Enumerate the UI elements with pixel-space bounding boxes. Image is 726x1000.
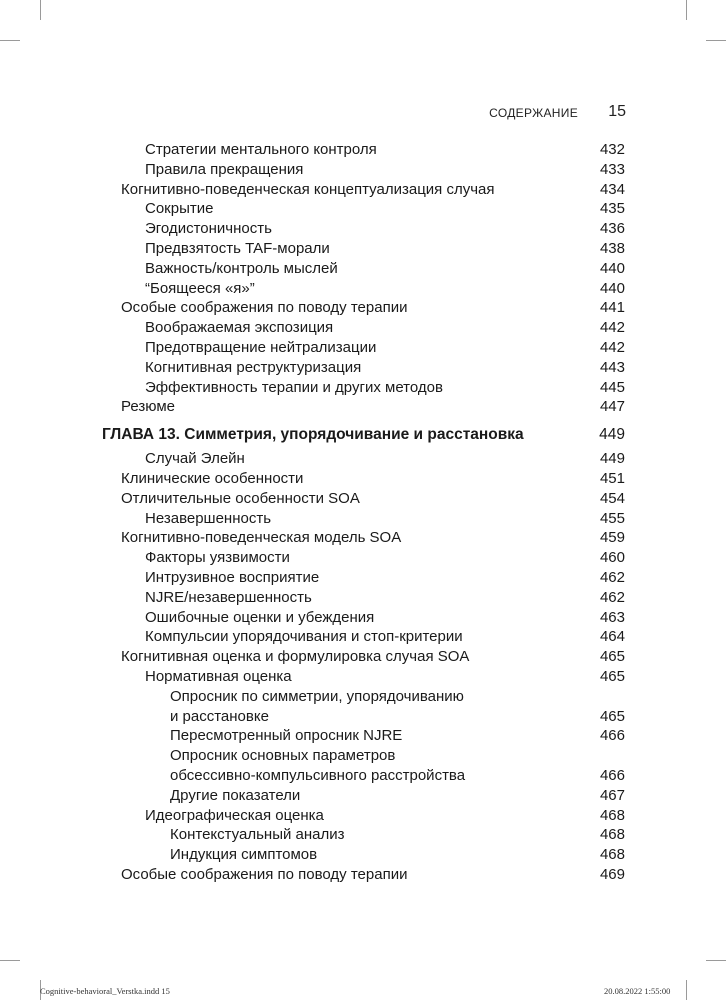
toc-entry-page: 463 [599, 608, 625, 626]
toc-entry-page: 465 [599, 648, 625, 666]
toc-entry [0, 358, 726, 378]
toc-entry [0, 865, 726, 885]
toc-entry-title: Когнитивно-поведенческая концептуализация случая [121, 180, 495, 198]
toc-entry-page: 442 [599, 338, 625, 356]
toc-entry-title: NJRE/незавершенность [145, 588, 312, 606]
footer-timestamp: 20.08.2022 1:55:00 [604, 986, 671, 996]
toc-entry-title: Особые соображения по поводу терапии [121, 299, 408, 317]
toc-entry [0, 726, 726, 746]
toc-entry [0, 279, 726, 299]
toc-entry-page: 433 [599, 160, 625, 178]
toc-entry-title: Пересмотренный опросник NJRE [170, 727, 403, 745]
toc-entry-title: Предвзятость TAF-морали [145, 239, 330, 257]
toc-entry-page: 451 [599, 469, 625, 487]
toc-entry-page: 467 [599, 786, 625, 804]
toc-entry-title: Компульсии упорядочивания и стоп-критерии [145, 628, 463, 646]
toc-entry-title: Отличительные особенности SOA [121, 489, 360, 507]
crop-mark [706, 960, 726, 961]
toc-entry [0, 627, 726, 647]
toc-entry-page: 449 [599, 426, 625, 444]
toc-entry-title: Эгодистоничность [145, 220, 272, 238]
toc-entry [0, 298, 726, 318]
toc-entry [0, 825, 726, 845]
toc-entry [0, 489, 726, 509]
crop-mark [686, 0, 687, 20]
toc-entry [0, 806, 726, 826]
table-of-contents [0, 140, 726, 885]
toc-entry [0, 259, 726, 279]
toc-entry-page: 466 [599, 766, 625, 784]
toc-entry [0, 318, 726, 338]
toc-entry [0, 180, 726, 200]
toc-entry-page: 469 [599, 865, 625, 883]
crop-mark [0, 40, 20, 41]
toc-entry-page: 443 [599, 358, 625, 376]
toc-entry [0, 588, 726, 608]
toc-entry-page: 460 [599, 549, 625, 567]
running-head-section: СОДЕРЖАНИЕ [489, 106, 578, 120]
toc-entry-page: 465 [599, 707, 625, 725]
toc-entry-title: Идеографическая оценка [145, 806, 324, 824]
toc-entry-title: Предотвращение нейтрализации [145, 338, 377, 356]
toc-entry-title: Когнитивная реструктуризация [145, 358, 362, 376]
running-head [0, 104, 726, 126]
toc-entry-title: и расстановке [170, 707, 269, 725]
toc-entry [0, 845, 726, 865]
toc-entry [0, 219, 726, 239]
toc-entry-title: Стратегии ментального контроля [145, 141, 377, 158]
toc-entry-title: Когнитивная оценка и формулировка случая SOA [121, 648, 470, 666]
toc-entry-page: 432 [599, 141, 625, 158]
toc-entry-page: 440 [599, 259, 625, 277]
toc-entry-title: Ошибочные оценки и убеждения [145, 608, 375, 626]
toc-entry-page: 464 [599, 628, 625, 646]
toc-entry-title: Нормативная оценка [145, 667, 292, 685]
toc-entry [0, 647, 726, 667]
toc-entry-page: 436 [599, 220, 625, 238]
toc-entry-title: Резюме [121, 398, 175, 416]
toc-entry [0, 608, 726, 628]
toc-entry [0, 397, 726, 417]
crop-mark [40, 0, 41, 20]
toc-entry [0, 509, 726, 529]
toc-entry [0, 338, 726, 358]
toc-entry-page: 468 [599, 806, 625, 824]
toc-entry-title: Особые соображения по поводу терапии [121, 865, 408, 883]
toc-entry-page: 454 [599, 489, 625, 507]
toc-entry-title: Индукция симптомов [170, 846, 318, 864]
toc-entry-page: 468 [599, 846, 625, 864]
toc-entry-title: Случай Элейн [145, 450, 245, 468]
toc-entry-title: Когнитивно-поведенческая модель SOA [121, 529, 402, 547]
toc-entry-page: 466 [599, 727, 625, 745]
toc-entry [0, 378, 726, 398]
toc-entry [0, 160, 726, 180]
toc-entry-title: Интрузивное восприятие [145, 568, 320, 586]
toc-entry-page: 462 [599, 588, 625, 606]
toc-entry-title: Незавершенность [145, 509, 272, 527]
toc-entry-title: Важность/контроль мыслей [145, 259, 338, 277]
toc-entry [0, 568, 726, 588]
toc-entry [0, 746, 726, 766]
page-number: 15 [608, 103, 626, 120]
toc-entry-title: ГЛАВА 13. Симметрия, упорядочивание и расстановка [102, 426, 524, 444]
toc-entry [0, 687, 726, 707]
toc-entry-page: 468 [599, 826, 625, 844]
toc-entry-title: Клинические особенности [121, 469, 304, 487]
toc-entry-page: 442 [599, 319, 625, 337]
toc-entry-page: 459 [599, 529, 625, 547]
toc-entry [0, 140, 726, 160]
toc-entry [0, 786, 726, 806]
toc-entry-page: 449 [599, 450, 625, 468]
toc-entry [0, 548, 726, 568]
toc-entry-title: Сокрытие [145, 200, 214, 218]
toc-entry [0, 528, 726, 548]
toc-entry-title: Контекстуальный анализ [170, 826, 345, 844]
toc-entry-title: Правила прекращения [145, 160, 304, 178]
crop-mark [0, 960, 20, 961]
toc-entry-title: Другие показатели [170, 786, 301, 804]
toc-entry-page: 441 [599, 299, 625, 317]
toc-entry-page: 445 [599, 378, 625, 396]
toc-entry-page: 465 [599, 667, 625, 685]
toc-entry-page: 434 [599, 180, 625, 198]
toc-entry [0, 667, 726, 687]
print-footer [0, 986, 726, 1000]
toc-entry-title: Факторы уязвимости [145, 549, 290, 567]
toc-entry-title: обсессивно-компульсивного расстройства [170, 766, 466, 784]
toc-entry-title: Опросник по симметрии, упорядочиванию [170, 687, 464, 705]
toc-entry-title: Опросник основных параметров [170, 747, 396, 765]
footer-file-name: Cognitive-behavioral_Verstka.indd 15 [40, 986, 170, 996]
toc-entry [0, 469, 726, 489]
toc-entry-page: 440 [599, 279, 625, 297]
toc-entry-page: 455 [599, 509, 625, 527]
toc-entry-page: 438 [599, 239, 625, 257]
toc-chapter-heading [0, 423, 726, 447]
toc-entry-title: Воображаемая экспозиция [145, 319, 334, 337]
toc-entry [0, 199, 726, 219]
toc-entry [0, 766, 726, 786]
toc-entry-title: “Боящееся «я»” [145, 279, 255, 297]
toc-entry-title: Эффективность терапии и других методов [145, 378, 443, 396]
toc-entry-page: 462 [599, 568, 625, 586]
toc-entry [0, 239, 726, 259]
toc-entry [0, 449, 726, 469]
toc-entry-page: 447 [599, 398, 625, 416]
toc-entry-page: 435 [599, 200, 625, 218]
crop-mark [706, 40, 726, 41]
toc-entry [0, 707, 726, 727]
